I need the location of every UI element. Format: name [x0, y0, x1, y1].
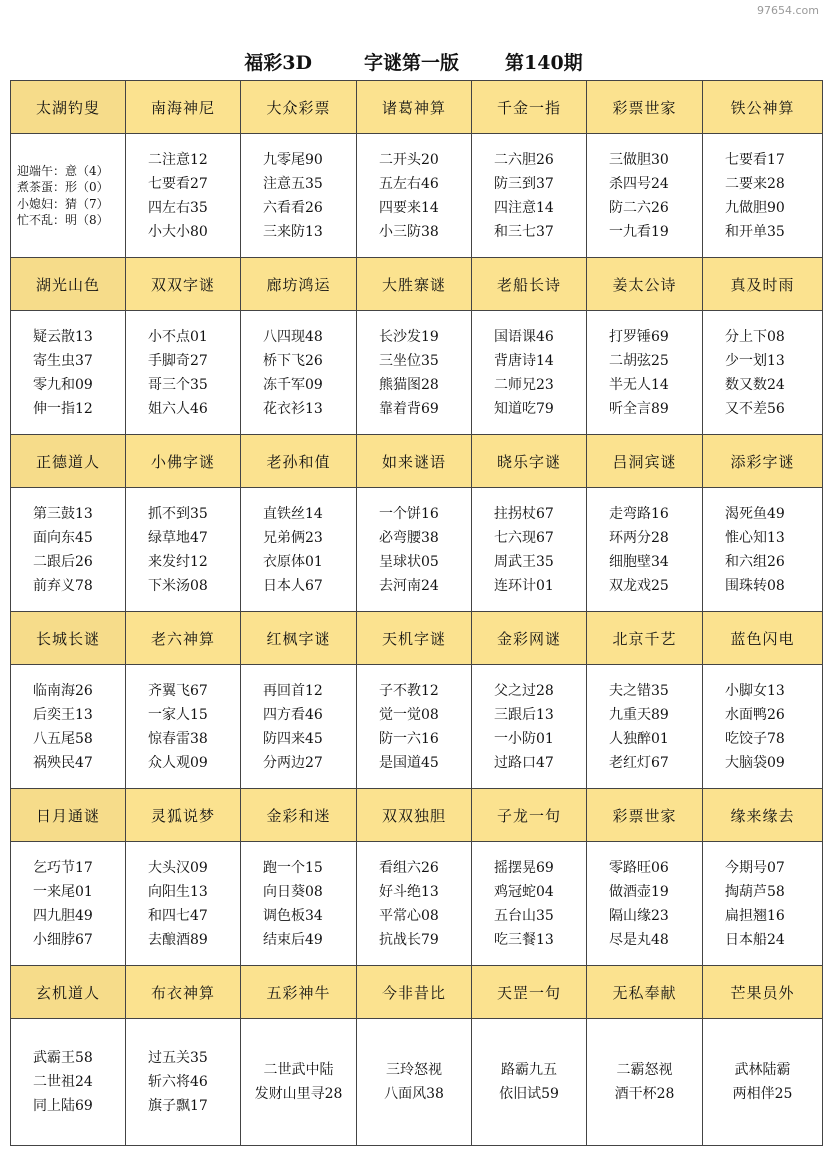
riddle-line: 二世武中陆 — [263, 1062, 334, 1078]
riddle-cell — [126, 1019, 241, 1146]
riddle-line: 七六现67 — [494, 529, 554, 546]
riddle-cell — [126, 488, 241, 612]
riddle-line: 二胡弦25 — [609, 352, 669, 369]
column-header: 今非昔比 — [357, 966, 472, 1019]
riddle-cell — [587, 488, 703, 612]
riddle-line: 三来防13 — [263, 223, 323, 240]
riddle-line: 尽是丸48 — [609, 931, 669, 948]
riddle-line: 抗战长79 — [379, 931, 439, 948]
riddle-line: 四左右35 — [148, 199, 208, 216]
riddle-row — [11, 842, 823, 966]
riddle-line: 和四七47 — [148, 907, 208, 924]
riddle-cell — [241, 311, 357, 435]
riddle-line: 二霸怒视 — [616, 1062, 673, 1078]
column-header: 布衣神算 — [126, 966, 241, 1019]
riddle-line: 杀四号24 — [609, 175, 669, 192]
column-header: 缘来缘去 — [703, 789, 823, 842]
riddle-line: 向日葵08 — [263, 883, 323, 900]
riddle-line: 大脑袋09 — [725, 754, 785, 771]
riddle-line: 迎端午：意（4） — [17, 163, 109, 178]
riddle-line: 四要来14 — [379, 199, 439, 216]
riddle-line: 去酿酒89 — [148, 931, 208, 948]
header-row — [11, 612, 823, 665]
riddle-cell — [703, 842, 823, 966]
riddle-line: 直铁丝14 — [263, 505, 323, 522]
riddle-line: 注意五35 — [263, 175, 323, 192]
riddle-line: 小脚女13 — [725, 682, 785, 699]
riddle-line: 五台山35 — [494, 907, 554, 924]
column-header: 老孙和值 — [241, 435, 357, 488]
column-header: 太湖钓叟 — [11, 81, 126, 134]
riddle-line: 结束后49 — [263, 931, 323, 948]
riddle-line: 小细脖67 — [33, 931, 93, 948]
riddle-line: 众人观09 — [148, 754, 208, 771]
riddle-line: 八五尾58 — [33, 730, 93, 747]
riddle-line: 三坐位35 — [379, 352, 439, 369]
riddle-line: 双龙戏25 — [609, 577, 669, 594]
riddle-line: 一小防01 — [494, 730, 554, 747]
riddle-cell — [587, 1019, 703, 1146]
riddle-line: 日本人67 — [263, 577, 323, 594]
riddle-line: 细胞壁34 — [609, 553, 669, 570]
column-header: 晓乐字谜 — [472, 435, 587, 488]
riddle-line: 父之过28 — [494, 682, 554, 699]
riddle-line: 忙不乱：明（8） — [17, 213, 109, 227]
riddle-line: 齐翼飞67 — [148, 682, 208, 699]
riddle-line: 手脚奇27 — [148, 352, 208, 369]
column-header: 天罡一句 — [472, 966, 587, 1019]
riddle-line: 二世祖24 — [33, 1074, 93, 1090]
riddle-cell — [472, 1019, 587, 1146]
riddle-line: 今期号07 — [725, 859, 785, 876]
riddle-cell — [11, 842, 126, 966]
riddle-cell — [703, 1019, 823, 1146]
riddle-cell — [472, 311, 587, 435]
riddle-cell — [357, 1019, 472, 1146]
riddle-line: 二开头20 — [379, 151, 439, 168]
riddle-line: 疑云散13 — [33, 328, 93, 345]
riddle-cell — [703, 311, 823, 435]
riddle-line: 看组六26 — [379, 859, 439, 876]
riddle-line: 呈球状05 — [379, 553, 439, 570]
column-header: 老船长诗 — [472, 258, 587, 311]
riddle-cell — [587, 842, 703, 966]
riddle-line: 向阳生13 — [148, 883, 208, 900]
riddle-line: 兄弟俩23 — [263, 529, 323, 546]
riddle-line: 四九胆49 — [33, 907, 93, 924]
riddle-line: 吃三餐13 — [494, 931, 554, 948]
column-header: 大胜寨谜 — [357, 258, 472, 311]
riddle-line: 桥下飞26 — [263, 352, 323, 369]
riddle-line: 扁担翘16 — [725, 907, 785, 924]
riddle-line: 酒干杯28 — [614, 1086, 675, 1102]
riddle-line: 连环计01 — [494, 577, 554, 594]
riddle-line: 背唐诗14 — [494, 352, 554, 369]
riddle-line: 和六组26 — [725, 553, 785, 570]
riddle-line: 寄生虫37 — [33, 352, 93, 369]
riddle-cell — [703, 134, 823, 258]
riddle-cell — [472, 134, 587, 258]
riddle-line: 分上下08 — [725, 328, 785, 345]
riddle-line: 依旧试59 — [499, 1086, 559, 1102]
riddle-line: 日本船24 — [725, 931, 785, 948]
riddle-line: 发财山里寻28 — [254, 1086, 343, 1102]
column-header: 无私奉献 — [587, 966, 703, 1019]
riddle-line: 第三鼓13 — [33, 505, 93, 522]
header-row — [11, 81, 823, 134]
riddle-line: 临南海26 — [33, 682, 93, 699]
riddle-line: 老红灯67 — [609, 754, 669, 771]
riddle-line: 防一六16 — [379, 730, 439, 747]
riddle-line: 伸一指12 — [33, 400, 93, 417]
riddle-line: 二注意12 — [148, 151, 208, 168]
column-header: 老六神算 — [126, 612, 241, 665]
column-header: 芒果员外 — [703, 966, 823, 1019]
riddle-line: 少一划13 — [725, 352, 785, 369]
riddle-cell — [357, 842, 472, 966]
riddle-line: 斩六将46 — [148, 1074, 208, 1090]
riddle-line: 七要看27 — [148, 175, 208, 192]
riddle-line: 零路旺06 — [609, 859, 669, 876]
column-header: 廊坊鸿运 — [241, 258, 357, 311]
riddle-line: 知道吃79 — [494, 400, 554, 417]
riddle-line: 二六胆26 — [494, 151, 554, 168]
riddle-cell — [126, 665, 241, 789]
riddle-line: 三做胆30 — [609, 151, 669, 168]
riddle-line: 过五关35 — [148, 1050, 208, 1066]
riddle-line: 一来尾01 — [33, 883, 93, 900]
riddle-line: 八四现48 — [263, 328, 323, 345]
column-header: 如来谜语 — [357, 435, 472, 488]
riddle-line: 抓不到35 — [148, 505, 208, 522]
riddle-line: 国语课46 — [494, 328, 554, 345]
riddle-line: 周武王35 — [494, 553, 554, 570]
column-header: 五彩神牛 — [241, 966, 357, 1019]
riddle-line: 小三防38 — [379, 223, 439, 240]
riddle-line: 水面鸭26 — [725, 706, 785, 723]
riddle-cell — [587, 665, 703, 789]
riddle-line: 祸殃民47 — [33, 754, 93, 771]
riddle-line: 小媳妇：猜（7） — [17, 196, 109, 211]
title-lottery: 福彩3D — [244, 51, 312, 74]
riddle-line: 隔山缘23 — [609, 907, 669, 924]
riddle-cell — [126, 311, 241, 435]
riddle-cell — [241, 665, 357, 789]
page-title — [0, 46, 827, 76]
column-header: 北京千艺 — [587, 612, 703, 665]
riddle-cell — [472, 665, 587, 789]
riddle-line: 前弃义78 — [33, 577, 93, 594]
riddle-line: 乞巧节17 — [33, 859, 93, 876]
title-issue: 第140期 — [505, 51, 583, 74]
riddle-cell — [357, 311, 472, 435]
column-header: 双双独胆 — [357, 789, 472, 842]
column-header: 彩票世家 — [587, 789, 703, 842]
riddle-row — [11, 1019, 823, 1146]
riddle-line: 掏葫芦58 — [725, 883, 785, 900]
column-header: 金彩网谜 — [472, 612, 587, 665]
riddle-cell — [241, 134, 357, 258]
riddle-line: 面向东45 — [33, 529, 93, 546]
riddle-line: 一家人15 — [148, 706, 208, 723]
riddle-line: 调色板34 — [263, 907, 323, 924]
riddle-line: 又不差56 — [725, 400, 785, 417]
riddle-line: 八面风38 — [384, 1086, 444, 1102]
column-header: 南海神尼 — [126, 81, 241, 134]
riddle-cell — [357, 488, 472, 612]
riddle-line: 三跟后13 — [494, 706, 554, 723]
riddle-cell — [11, 665, 126, 789]
header-row — [11, 966, 823, 1019]
riddle-line: 过路口47 — [494, 754, 554, 771]
riddle-cell — [241, 1019, 357, 1146]
riddle-line: 防二六26 — [609, 199, 669, 216]
riddle-line: 好斗绝13 — [379, 883, 439, 900]
column-header: 真及时雨 — [703, 258, 823, 311]
riddle-line: 和开单35 — [725, 223, 785, 240]
riddle-line: 分两边27 — [263, 754, 323, 771]
riddle-line: 冻千军09 — [263, 376, 323, 393]
column-header: 诸葛神算 — [357, 81, 472, 134]
column-header: 灵狐说梦 — [126, 789, 241, 842]
riddle-cell — [587, 134, 703, 258]
riddle-line: 围珠转08 — [725, 577, 785, 594]
column-header: 子龙一句 — [472, 789, 587, 842]
riddle-cell — [241, 488, 357, 612]
riddle-line: 同上陆69 — [33, 1098, 93, 1114]
riddle-line: 再回首12 — [263, 682, 323, 699]
riddle-line: 一个饼16 — [379, 505, 439, 522]
riddle-line: 去河南24 — [379, 577, 439, 594]
riddle-line: 熊猫图28 — [379, 376, 439, 393]
header-row — [11, 258, 823, 311]
riddle-line: 渴死鱼49 — [725, 505, 785, 522]
riddle-line: 子不教12 — [379, 682, 439, 699]
header-row — [11, 789, 823, 842]
riddle-line: 二跟后26 — [33, 553, 93, 570]
riddle-line: 惊春雷38 — [148, 730, 208, 747]
riddle-line: 二师兄23 — [494, 376, 554, 393]
riddle-line: 大头汉09 — [148, 859, 208, 876]
column-header: 铁公神算 — [703, 81, 823, 134]
column-header: 添彩字谜 — [703, 435, 823, 488]
riddle-line: 两相伴25 — [732, 1086, 793, 1102]
riddle-cell — [703, 488, 823, 612]
riddle-line: 三玲怒视 — [386, 1062, 442, 1078]
riddle-line: 四注意14 — [494, 199, 554, 216]
riddle-line: 和三七37 — [494, 223, 554, 240]
riddle-line: 六看看26 — [263, 199, 323, 216]
riddle-row — [11, 488, 823, 612]
riddle-line: 武霸王58 — [33, 1050, 93, 1066]
riddle-line: 九做胆90 — [725, 199, 785, 216]
column-header: 玄机道人 — [11, 966, 126, 1019]
riddle-line: 二要来28 — [725, 175, 785, 192]
riddle-line: 花衣衫13 — [263, 400, 323, 417]
riddle-line: 七要看17 — [725, 151, 785, 168]
riddle-line: 听全言89 — [609, 400, 669, 417]
column-header: 金彩和迷 — [241, 789, 357, 842]
riddle-line: 打罗锤69 — [609, 328, 669, 345]
column-header: 小佛字谜 — [126, 435, 241, 488]
riddle-cell — [472, 488, 587, 612]
riddle-line: 一九看19 — [609, 223, 669, 240]
riddle-line: 衣原体01 — [263, 553, 323, 570]
riddle-line: 拄拐杖67 — [494, 505, 554, 522]
riddle-line: 夫之错35 — [609, 682, 669, 699]
riddle-line: 长沙发19 — [379, 328, 439, 345]
riddle-line: 数又数24 — [725, 376, 785, 393]
header-row — [11, 435, 823, 488]
riddle-line: 煮茶蛋：形（0） — [17, 180, 109, 194]
riddle-cell — [241, 842, 357, 966]
column-header: 长城长谜 — [11, 612, 126, 665]
riddle-cell — [587, 311, 703, 435]
riddle-line: 做酒壶19 — [609, 883, 669, 900]
column-header: 双双字谜 — [126, 258, 241, 311]
column-header: 吕洞宾谜 — [587, 435, 703, 488]
riddle-cell — [126, 842, 241, 966]
riddle-cell — [11, 311, 126, 435]
riddle-line: 吃饺子78 — [725, 730, 785, 747]
riddle-cell — [11, 1019, 126, 1146]
riddle-line: 路霸九五 — [501, 1062, 557, 1078]
riddle-cell — [357, 665, 472, 789]
riddle-cell — [472, 842, 587, 966]
riddle-line: 九零尾90 — [263, 151, 323, 168]
column-header: 姜太公诗 — [587, 258, 703, 311]
riddle-line: 防四来45 — [263, 730, 323, 747]
column-header: 天机字谜 — [357, 612, 472, 665]
riddle-line: 哥三个35 — [148, 376, 208, 393]
riddle-cell — [126, 134, 241, 258]
riddle-line: 是国道45 — [379, 754, 439, 771]
riddle-line: 五左右46 — [379, 175, 439, 192]
riddle-line: 小不点01 — [148, 328, 208, 345]
riddle-line: 走弯路16 — [609, 505, 669, 522]
riddle-line: 跑一个15 — [263, 859, 323, 876]
riddle-table — [10, 80, 823, 1146]
riddle-line: 后奕王13 — [33, 706, 93, 723]
riddle-line: 九重天89 — [609, 706, 669, 723]
riddle-line: 武林陆霸 — [734, 1062, 791, 1078]
riddle-cell — [11, 134, 126, 258]
riddle-line: 必弯腰38 — [379, 529, 439, 546]
riddle-line: 觉一觉08 — [379, 706, 439, 723]
riddle-line: 摇摆晃69 — [494, 859, 554, 876]
riddle-line: 绿草地47 — [148, 529, 208, 546]
riddle-line: 靠着背69 — [379, 400, 439, 417]
column-header: 日月通谜 — [11, 789, 126, 842]
column-header: 湖光山色 — [11, 258, 126, 311]
riddle-cell — [11, 488, 126, 612]
riddle-line: 旗子飘17 — [148, 1098, 208, 1114]
column-header: 蓝色闪电 — [703, 612, 823, 665]
column-header: 千金一指 — [472, 81, 587, 134]
column-header: 正德道人 — [11, 435, 126, 488]
riddle-row — [11, 134, 823, 258]
column-header: 彩票世家 — [587, 81, 703, 134]
riddle-line: 零九和09 — [33, 376, 93, 393]
riddle-line: 惟心知13 — [725, 529, 785, 546]
riddle-line: 人独醉01 — [609, 730, 669, 747]
riddle-cell — [357, 134, 472, 258]
riddle-cell — [703, 665, 823, 789]
riddle-row — [11, 311, 823, 435]
riddle-line: 小大小80 — [148, 223, 208, 240]
riddle-line: 下米汤08 — [148, 577, 208, 594]
riddle-line: 平常心08 — [379, 907, 439, 924]
column-header: 大众彩票 — [241, 81, 357, 134]
riddle-line: 半无人14 — [609, 376, 669, 393]
riddle-row — [11, 665, 823, 789]
title-edition: 字谜第一版 — [364, 51, 460, 74]
riddle-line: 来发纣12 — [148, 553, 208, 570]
riddle-line: 环两分28 — [609, 529, 669, 546]
watermark: 97654.com — [757, 4, 819, 17]
column-header: 红枫字谜 — [241, 612, 357, 665]
riddle-line: 鸡冠蛇04 — [494, 883, 554, 900]
riddle-line: 姐六人46 — [148, 400, 208, 417]
riddle-line: 四方看46 — [263, 706, 323, 723]
riddle-line: 防三到37 — [494, 175, 554, 192]
